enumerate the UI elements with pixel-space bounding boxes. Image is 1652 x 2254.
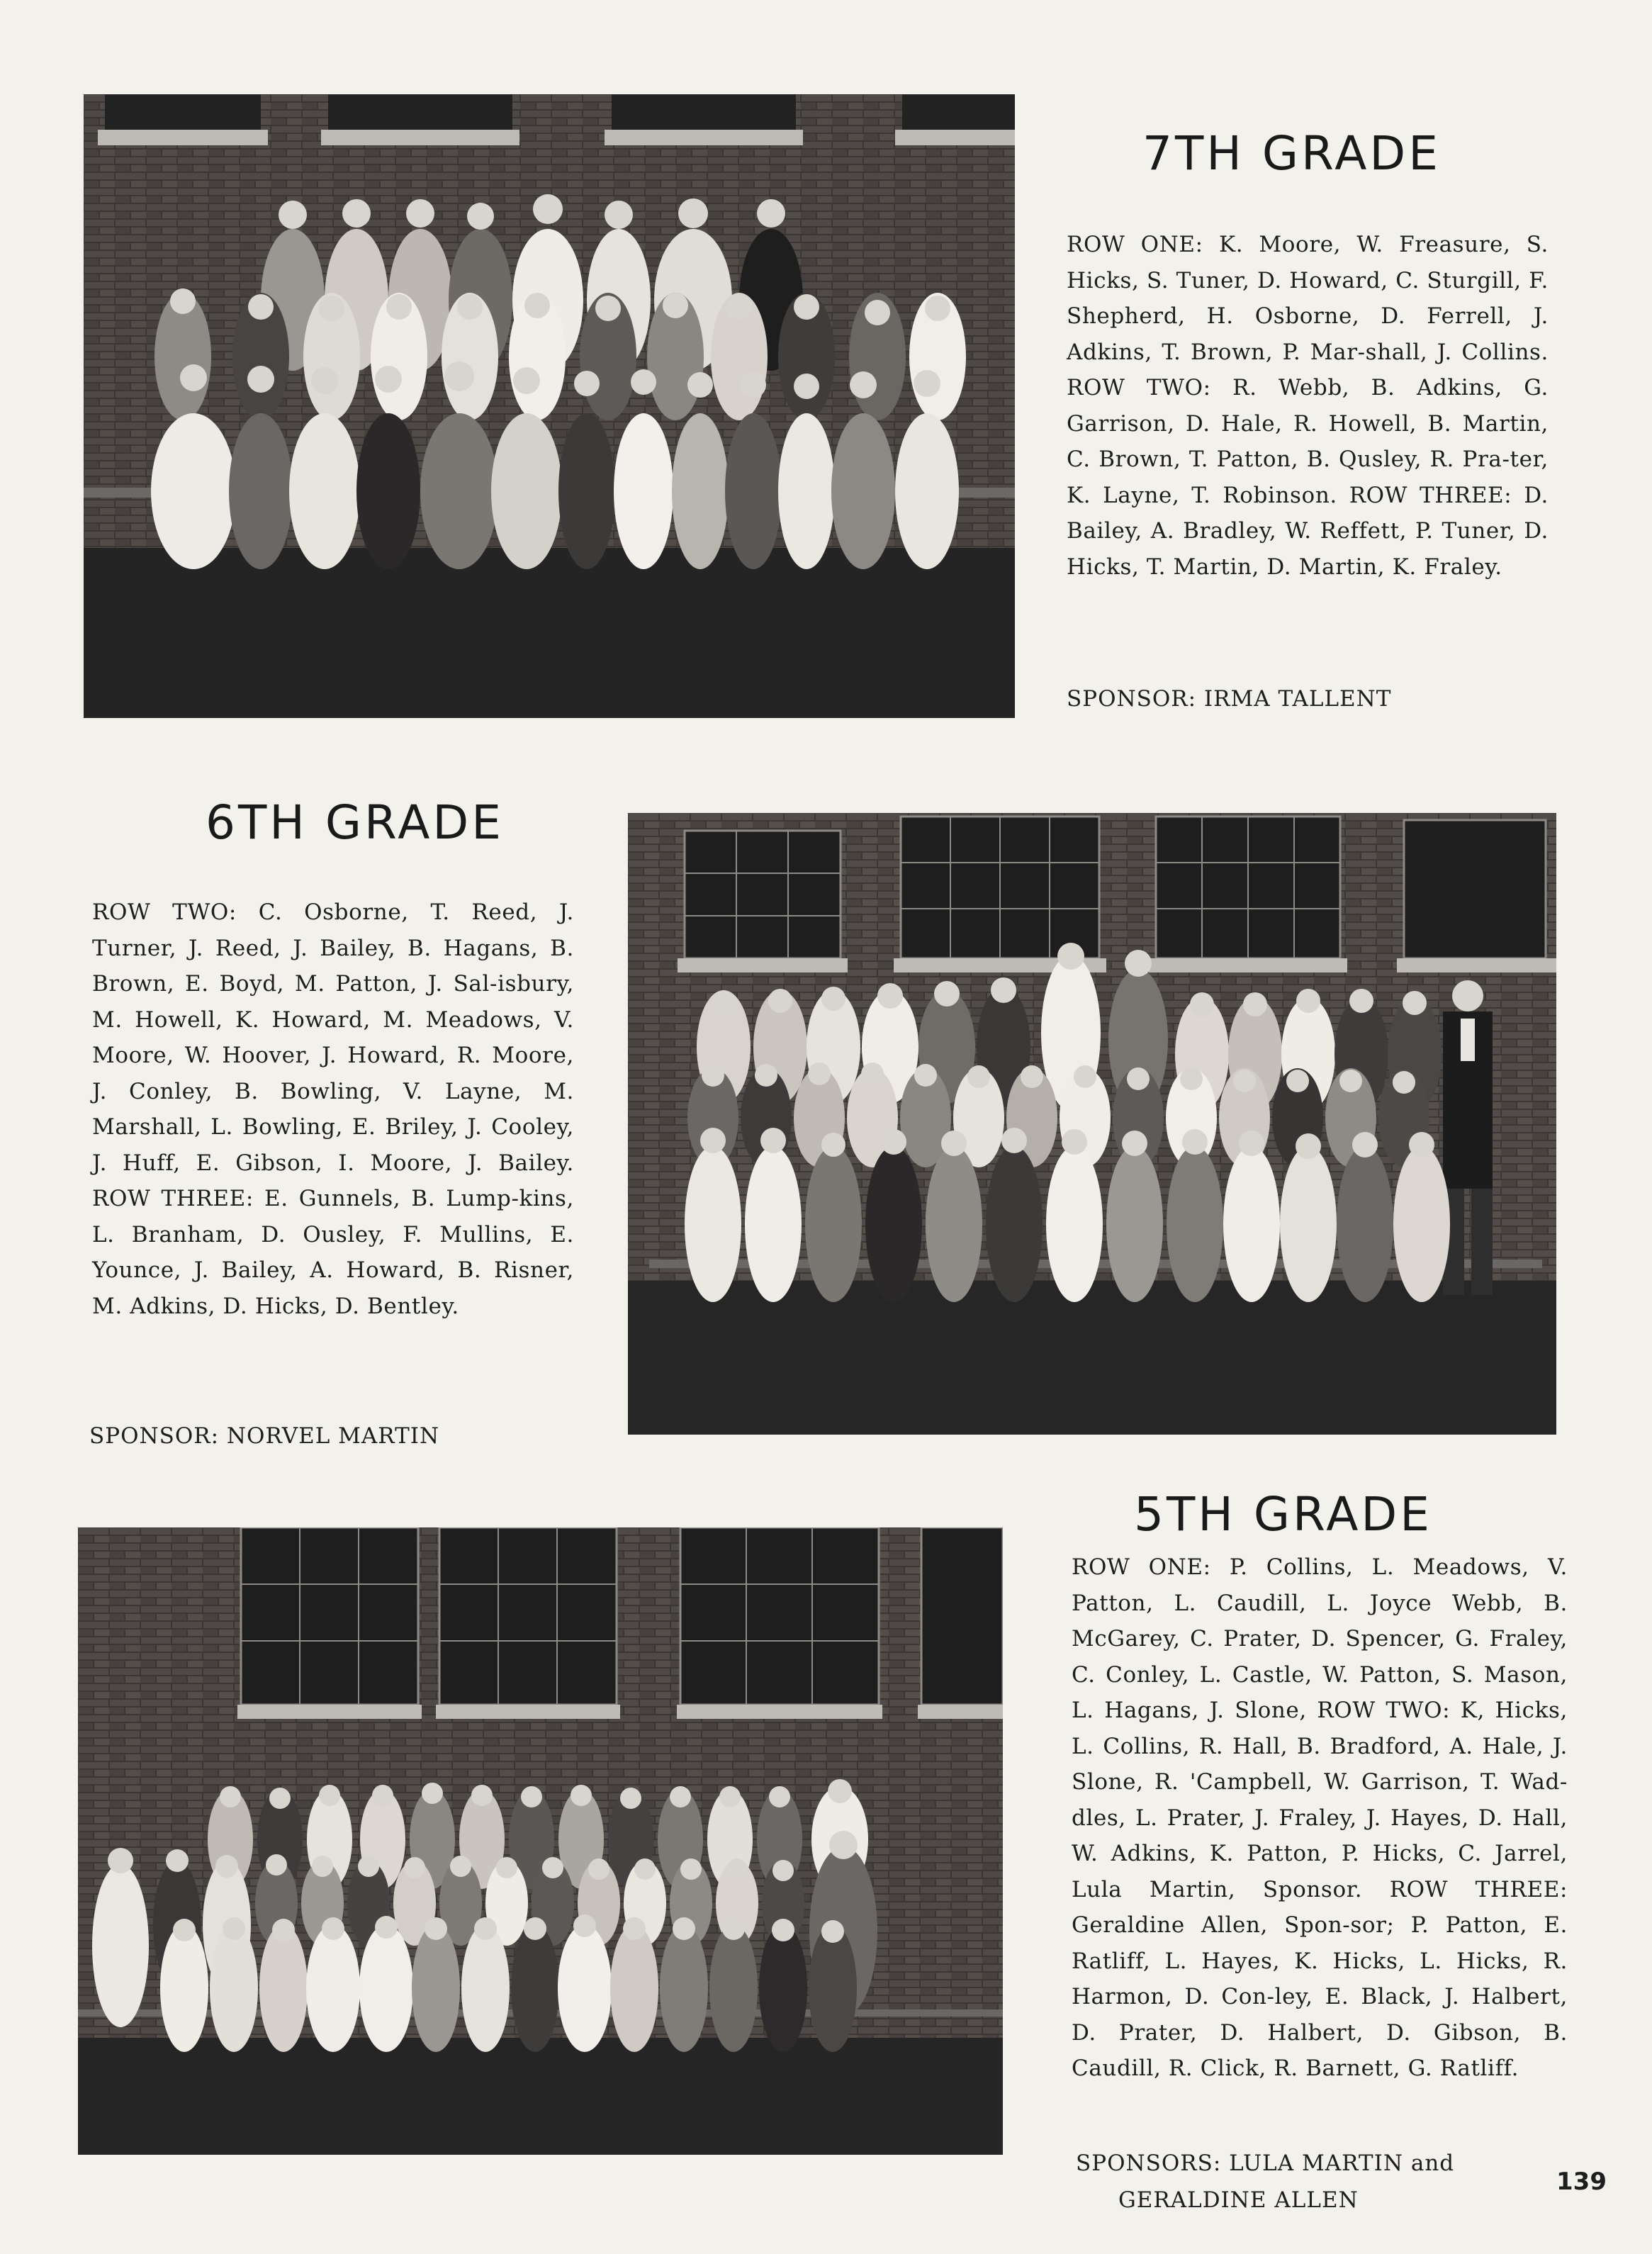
fifth-grade-sponsor-line-1: SPONSORS: LULA MARTIN and — [1076, 2151, 1455, 2176]
sixth-grade-sponsor: SPONSOR: NORVEL MARTIN — [89, 1423, 440, 1449]
fifth-grade-sponsor-line-2: GERALDINE ALLEN — [1118, 2187, 1359, 2213]
fifth-grade-roster: ROW ONE: P. Collins, L. Meadows, V. Patton, L. Caudill, L. Joyce Webb, B. McGarey, C. Prater, D. Spencer, G. Fraley, C. Conley, L. Castle, W. Patton, S. Mason, L. Hagans, J. Slone, ROW TWO: K, Hicks, L. Collins, R. Hall, B. Bradford, A. Hale, J. Slone, R. 'Campbell, W. Garrison, T. Wad-dles, L. Prater, J. Fraley, J. Hayes, D. Hall, W. Adkins, K. Patton, P. Hicks, C. Jarrel, Lula Martin, Sponsor. ROW THREE: Geraldine Allen, Spon-sor; P. Patton, E. Ratliff, L. Hayes, K. Hicks, L. Hicks, R. Harmon, D. Con-ley, E. Black, J. Halbert, D. Prater, D. Halbert, D. Gibson, B. Caudill, R. Click, R. Barnett, G. Ratliff. — [1072, 1554, 1568, 2081]
sixth-grade-heading: 6TH GRADE — [206, 795, 504, 850]
fifth-grade-class-photo — [78, 1527, 1003, 2155]
sixth-grade-class-photo — [628, 813, 1556, 1435]
seventh-grade-roster: ROW ONE: K. Moore, W. Freasure, S. Hicks, S. Tuner, D. Howard, C. Sturgill, F. Shepherd, H. Osborne, D. Ferrell, J. Adkins, T. Brown, P. Mar-shall, J. Collins. ROW TWO: R. Webb, B. Adkins, G. Garrison, D. Hale, R. Howell, B. Martin, C. Brown, T. Patton, B. Qusley, R. Pra-ter, K. Layne, T. Robinson. ROW THREE: D. Bailey, A. Bradley, W. Reffett, P. Tuner, D. Hicks, T. Martin, D. Martin, K. Fraley. — [1067, 232, 1549, 580]
seventh-grade-class-photo — [84, 94, 1015, 718]
seventh-grade-heading: 7TH GRADE — [1142, 126, 1441, 181]
sixth-grade-roster: ROW TWO: C. Osborne, T. Reed, J. Turner, J. Reed, J. Bailey, B. Hagans, B. Brown, E. Boyd, M. Patton, J. Sal-isbury, M. Howell, K. Howard, M. Meadows, V. Moore, W. Hoover, J. Howard, R. Moore, J. Conley, B. Bowling, V. Layne, M. Marshall, L. Bowling, E. Briley, J. Cooley, J. Huff, E. Gibson, I. Moore, J. Bailey. ROW THREE: E. Gunnels, B. Lump-kins, L. Branham, D. Ousley, F. Mullins, E. Younce, J. Bailey, A. Howard, B. Risner, M. Adkins, D. Hicks, D. Bentley. — [92, 899, 574, 1319]
fifth-grade-heading: 5TH GRADE — [1134, 1487, 1432, 1542]
seventh-grade-sponsor: SPONSOR: IRMA TALLENT — [1067, 686, 1392, 712]
page-number: 139 — [1556, 2168, 1607, 2196]
